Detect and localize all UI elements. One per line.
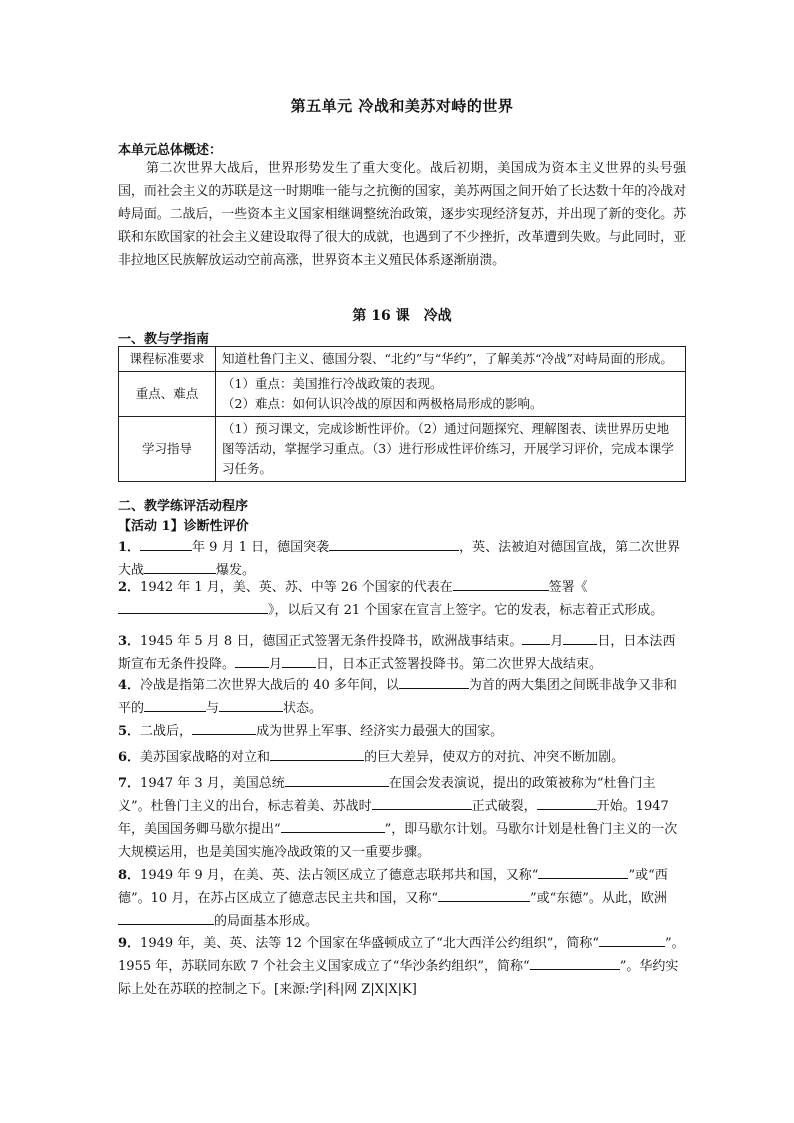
answer-blank[interactable] [285,772,389,787]
guide-table [118,346,686,482]
answer-blank[interactable] [329,536,459,551]
question-3: 3．1945 年 5 月 8 日，德国正式签署无条件投降书，欧洲战事结束。 月 日，日本法西斯宣布无条件投降。 月 日，日本正式签署投降书。第二次世界大战结束。 [118,630,686,676]
table-row [119,417,686,482]
answer-blank[interactable] [192,720,256,735]
table-row [119,347,686,372]
activity-heading: 【活动 1】诊断性评价 [118,519,249,534]
question-5: 5．二战后， 成为世界上军事、经济实力最强大的国家。 [118,720,686,743]
answer-blank[interactable] [530,955,620,970]
table-row-label: 重点、难点 [119,372,216,417]
answer-blank[interactable] [140,536,192,551]
answer-blank[interactable] [118,599,268,614]
table-row-content: 知道杜鲁门主义、德国分裂、“北约”与“华约”，了解美苏“冷战”对峙局面的形成。 [216,347,686,372]
question-6: 6．美苏国家战略的对立和 的巨大差异，使双方的对抗、冲突不断加剧。 [118,746,686,769]
answer-blank[interactable] [372,795,472,810]
lesson-title: 第 16 课 冷战 [352,308,452,324]
overview-text: 第二次世界大战后，世界形势发生了重大变化。战后初期，美国成为资本主义世界的头号强国，而社会主义的苏联是这一时期唯一能与之抗衡的国家，美苏两国之间开始了长达数十年的冷战对峙局面。二战后，一些资本主义国家相继调整统治政策，逐步实现经济复苏，并出现了新的变化。苏联和东欧国家的社会主义建设取得了很大的成就，也遇到了不少挫折，改革遭到失败。与此同时，亚非拉地区民族解放运动空前高涨，世界资本主义殖民体系逐渐崩溃。 [118,161,686,268]
table-row [119,372,686,417]
answer-blank[interactable] [281,818,385,833]
answer-blank[interactable] [438,887,530,902]
answer-blank[interactable] [399,674,469,689]
answer-blank[interactable] [537,795,597,810]
answer-blank[interactable] [144,559,216,574]
answer-blank[interactable] [599,932,665,947]
question-2: 2．1942 年 1 月，美、英、苏、中等 26 个国家的代表在 签署《》，以后又有 21 个国家在宣言上签字。它的发表，标志着正式形成。 [118,576,686,622]
table-row-label: 学习指导 [119,417,216,482]
unit-title: 第五单元 冷战和美苏对峙的世界 [290,97,514,115]
difficult-point-text: （2）难点：如何认识冷战的原因和两极格局形成的影响。 [222,396,543,411]
table-row-content [216,372,686,417]
answer-blank[interactable] [282,653,316,668]
question-1: 1． 年 9 月 1 日，德国突袭 ，英、法被迫对德国宣战，第二次世界大战 爆发。 [118,536,686,582]
answer-blank[interactable] [453,576,549,591]
question-8: 8．1949 年 9 月，在美、英、法占领区成立了德意志联邦共和国，又称“ ”或“西德”。10 月，在苏占区成立了德意志民主共和国，又称“ ”或“东德”。从此，欧洲的局面基本形成。 [118,864,686,933]
answer-blank[interactable] [563,630,597,645]
table-row-label: 课程标准要求 [119,347,216,372]
key-point-text: （1）重点：美国推行冷战政策的表现。 [222,376,443,391]
answer-blank[interactable] [270,746,364,761]
overview-heading: 本单元总体概述： [118,143,223,158]
answer-blank[interactable] [144,697,206,712]
answer-blank[interactable] [118,910,214,925]
question-4: 4．冷战是指第二次世界大战后的 40 多年间，以 为首的两大集团之间既非战争又非和平的 与 状态。 [118,674,686,720]
answer-blank[interactable] [219,697,283,712]
question-7: 7．1947 年 3 月，美国总统 在国会发表演说，提出的政策被称为“杜鲁门主义”。杜鲁门主义的出台，标志着美、苏战时 正式破裂， 开始。1947 年，美国国务卿马歇尔提出“ ”，即马歇尔计划。马歇尔计划是杜鲁门主义的一次大规模运用，也是美国实施冷战政策的又一重要步骤。 [118,772,686,864]
section-heading-guide: 一、教与学指南 [118,332,210,347]
table-row-content: （1）预习课文，完成诊断性评价。（2）通过问题探究、理解图表、读世界历史地图等活动，掌握学习重点。（3）进行形成性评价练习，开展学习评价，完成本课学习任务。 [216,417,686,482]
answer-blank[interactable] [538,864,628,879]
section-heading-activities: 二、教学练评活动程序 [118,499,249,514]
answer-blank[interactable] [235,653,269,668]
question-9: 9．1949 年，美、英、法等 12 个国家在华盛顿成立了“北大西洋公约组织”，简称“ ”。1955 年，苏联同东欧 7 个社会主义国家成立了“华沙条约组织”，简称“ ”。华约实际上处在苏联的控制之下。[来源:学|科|网 Z|X|X|K] [118,932,686,1001]
answer-blank[interactable] [522,630,550,645]
